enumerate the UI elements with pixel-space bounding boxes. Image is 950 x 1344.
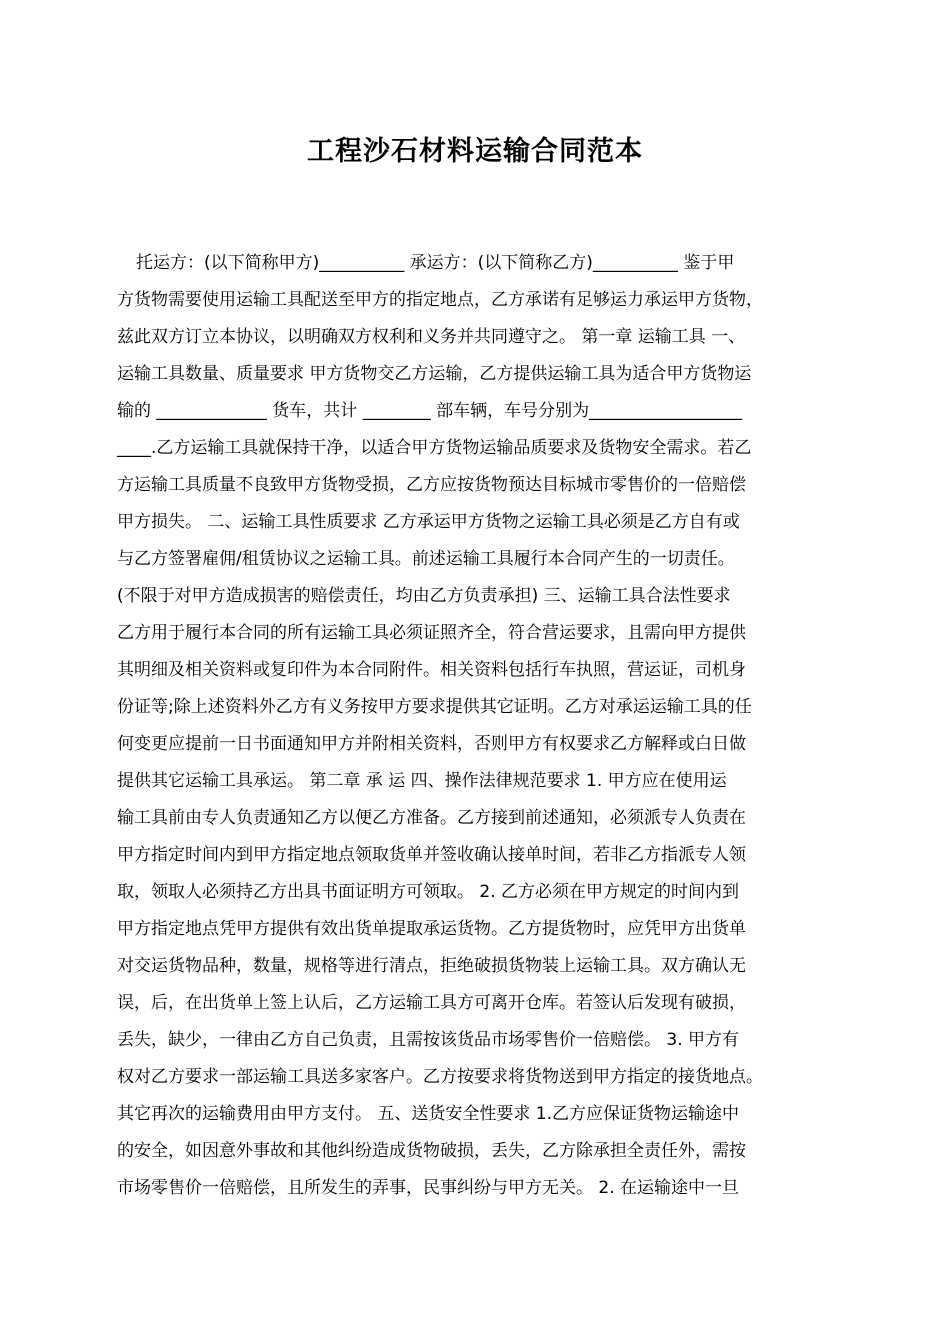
body-line: 误，后，在出货单上签上认后，乙方运输工具方可离开仓库。若签认后发现有破损， (117, 993, 746, 1013)
body-line: ____.乙方运输工具就保持干净，以适合甲方货物运输品质要求及货物安全需求。若乙 (117, 438, 752, 458)
body-line: 运输工具数量、质量要求 甲方货物交乙方运输，乙方提供运输工具为适合甲方货物运 (117, 364, 752, 384)
body-line: 取，领取人必须持乙方出具书面证明方可领取。 2. 乙方必须在甲方规定的时间内到 (117, 882, 740, 902)
body-line: 与乙方签署雇佣/租赁协议之运输工具。前述运输工具履行本合同产生的一切责任。 (117, 549, 735, 569)
body-line: 其明细及相关资料或复印件为本合同附件。相关资料包括行车执照，营运证，司机身 (117, 660, 746, 680)
body-line: 托运方：(以下简称甲方)__________ 承运方：(以下简称乙方)__________ 鉴于甲 (136, 253, 735, 273)
body-line: 其它再次的运输费用由甲方支付。 五、送货安全性要求 1.乙方应保证货物运输途中 (117, 1104, 740, 1124)
body-line: 权对乙方要求一部运输工具送多家客户。乙方按要求将货物送到甲方指定的接货地点。 (117, 1067, 763, 1087)
body-line: 输工具前由专人负责通知乙方以便乙方准备。乙方接到前述通知，必须派专人负责在 (117, 808, 746, 828)
body-line: 丢失，缺少，一律由乙方自己负责，且需按该货品市场零售价一倍赔偿。 3. 甲方有 (117, 1030, 740, 1050)
body-line: 的安全，如因意外事故和其他纠纷造成货物破损，丢失，乙方除承担全责任外，需按 (117, 1141, 746, 1161)
body-line: 兹此双方订立本协议，以明确双方权利和义务并共同遵守之。 第一章 运输工具 一、 (117, 327, 746, 347)
contract-body (117, 245, 839, 1207)
body-line: 甲方损失。 二、运输工具性质要求 乙方承运甲方货物之运输工具必须是乙方自有或 (117, 512, 740, 532)
body-line: (不限于对甲方造成损害的赔偿责任，均由乙方负责承担) 三、运输工具合法性要求 (117, 586, 731, 606)
body-line: 市场零售价一倍赔偿，且所发生的弄事，民事纠纷与甲方无关。 2. 在运输途中一旦 (117, 1178, 740, 1198)
body-line: 何变更应提前一日书面通知甲方并附相关资料，否则甲方有权要求乙方解释或白日做 (117, 734, 746, 754)
body-line: 方运输工具质量不良致甲方货物受损，乙方应按货物预达目标城市零售价的一倍赔偿 (117, 475, 746, 495)
body-line: 对交运货物品种，数量，规格等进行清点，拒绝破损货物装上运输工具。双方确认无 (117, 956, 746, 976)
body-line: 甲方指定地点凭甲方提供有效出货单提取承运货物。乙方提货物时，应凭甲方出货单 (117, 919, 746, 939)
body-line: 乙方用于履行本合同的所有运输工具必须证照齐全，符合营运要求，且需向甲方提供 (117, 623, 746, 643)
body-line: 甲方指定时间内到甲方指定地点领取货单并签收确认接单时间，若非乙方指派专人领 (117, 845, 746, 865)
body-line: 方货物需要使用运输工具配送至甲方的指定地点，乙方承诺有足够运力承运甲方货物， (117, 290, 763, 310)
document-title: 工程沙石材料运输合同范本 (307, 136, 643, 167)
body-line: 份证等;除上述资料外乙方有义务按甲方要求提供其它证明。乙方对承运运输工具的任 (117, 697, 752, 717)
body-line: 输的 _____________ 货车，共计 ________ 部车辆，车号分别为__________________ (117, 401, 743, 421)
body-line: 提供其它运输工具承运。 第二章 承 运 四、操作法律规范要求 1. 甲方应在使用运 (117, 771, 727, 791)
